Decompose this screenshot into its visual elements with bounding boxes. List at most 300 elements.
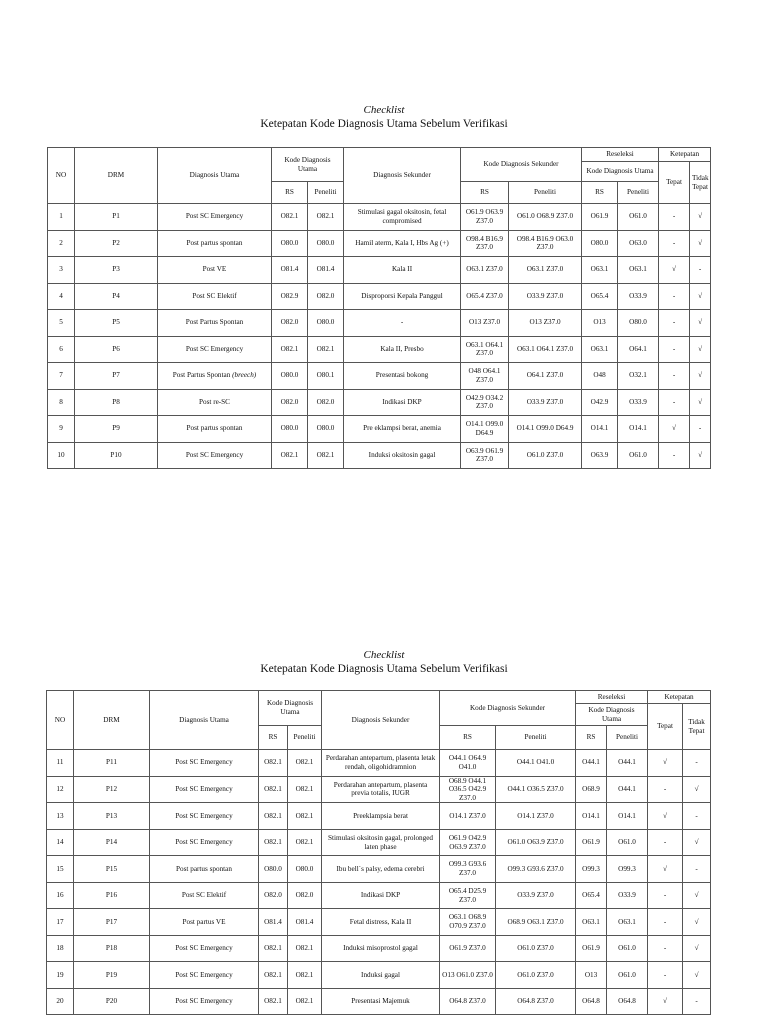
table-row [47, 803, 711, 830]
cell-sek-peneliti: O61.0 Z37.0 [496, 935, 576, 962]
header-rs: RS [259, 726, 288, 750]
cell-sek-peneliti: O68.9 O63.1 Z37.0 [496, 909, 576, 936]
checklist-table-1 [47, 147, 711, 469]
header-diagnosis-utama: Diagnosis Utama [150, 691, 259, 750]
cell-tepat: - [659, 363, 690, 390]
cell-rs: O80.0 [259, 856, 288, 883]
cell-rs: O82.1 [259, 776, 288, 803]
cell-tepat: - [648, 776, 683, 803]
cell-sekunder: Stimulasi oksitosin gagal, prolonged laten phase [322, 829, 440, 856]
cell-sek-rs: O42.9 O34.2 Z37.0 [461, 389, 509, 416]
cell-tepat: - [648, 962, 683, 989]
cell-drm: P10 [75, 442, 158, 469]
cell-diagnosis: Post partus spontan [158, 416, 272, 443]
cell-sekunder: Hamil aterm, Kala I, Hbs Ag (+) [344, 230, 461, 257]
cell-rs: O82.1 [259, 803, 288, 830]
cell-res-rs: O13 [582, 310, 618, 337]
cell-tepat: - [659, 389, 690, 416]
cell-tidak-tepat: √ [690, 336, 711, 363]
cell-drm: P8 [75, 389, 158, 416]
cell-tepat: - [659, 310, 690, 337]
cell-peneliti: O82.1 [288, 988, 322, 1015]
cell-tidak-tepat: √ [690, 230, 711, 257]
cell-rs: O82.9 [272, 283, 308, 310]
cell-rs: O81.4 [259, 909, 288, 936]
cell-rs: O82.1 [272, 442, 308, 469]
cell-sek-peneliti: O33.9 Z37.0 [509, 283, 582, 310]
table-row [48, 204, 711, 231]
cell-no: 14 [47, 829, 74, 856]
cell-res-rs: O99.3 [576, 856, 607, 883]
cell-no: 1 [48, 204, 75, 231]
cell-tidak-tepat: √ [683, 882, 711, 909]
header-res-rs: RS [576, 726, 607, 750]
cell-no: 4 [48, 283, 75, 310]
cell-peneliti: O82.1 [288, 803, 322, 830]
cell-peneliti: O80.1 [308, 363, 344, 390]
header-diagnosis-utama: Diagnosis Utama [158, 148, 272, 204]
cell-no: 5 [48, 310, 75, 337]
cell-tepat: - [659, 336, 690, 363]
cell-sek-peneliti: O13 Z37.0 [509, 310, 582, 337]
cell-peneliti: O80.0 [308, 230, 344, 257]
cell-res-peneliti: O61.0 [618, 204, 659, 231]
checklist-table-2 [46, 690, 711, 1015]
cell-drm: P13 [74, 803, 150, 830]
cell-rs: O82.0 [272, 310, 308, 337]
cell-sekunder: Perdarahan antepartum, plasenta letak rendah, oligohidramnion [322, 750, 440, 777]
header-sek-rs: RS [440, 726, 496, 750]
cell-res-peneliti: O99.3 [607, 856, 648, 883]
cell-sek-rs: O14.1 Z37.0 [440, 803, 496, 830]
cell-res-rs: O42.9 [582, 389, 618, 416]
cell-res-peneliti: O32.1 [618, 363, 659, 390]
cell-peneliti: O82.0 [308, 283, 344, 310]
cell-res-peneliti: O61.0 [618, 442, 659, 469]
cell-diagnosis: Post partus VE [150, 909, 259, 936]
cell-sekunder: Perdarahan antepartum, plasenta previa totalis, IUGR [322, 776, 440, 803]
cell-peneliti: O81.4 [308, 257, 344, 284]
cell-sek-rs: O64.8 Z37.0 [440, 988, 496, 1015]
cell-rs: O81.4 [272, 257, 308, 284]
cell-sek-rs: O68.9 O44.1 O36.5 O42.9 Z37.0 [440, 776, 496, 803]
header-no: NO [47, 691, 74, 750]
cell-sek-peneliti: O61.0 O63.9 Z37.0 [496, 829, 576, 856]
cell-sek-rs: O44.1 O64.9 O41.0 [440, 750, 496, 777]
cell-res-rs: O13 [576, 962, 607, 989]
cell-sek-rs: O61.9 Z37.0 [440, 935, 496, 962]
cell-res-rs: O63.1 [582, 257, 618, 284]
header-reseleksi: Reseleksi [582, 148, 659, 162]
cell-res-peneliti: O63.1 [618, 257, 659, 284]
cell-sek-rs: O65.4 Z37.0 [461, 283, 509, 310]
cell-sek-peneliti: O44.1 O41.0 [496, 750, 576, 777]
section-title: Ketepatan Kode Diagnosis Utama Sebelum Verifikasi [260, 118, 508, 130]
table-row [47, 776, 711, 803]
cell-res-peneliti: O61.0 [607, 962, 648, 989]
cell-sek-peneliti: O61.0 O68.9 Z37.0 [509, 204, 582, 231]
cell-sek-rs: O61.9 O63.9 Z37.0 [461, 204, 509, 231]
cell-drm: P18 [74, 935, 150, 962]
cell-peneliti: O82.1 [308, 442, 344, 469]
header-res-peneliti: Peneliti [618, 182, 659, 204]
cell-res-rs: O61.9 [576, 829, 607, 856]
cell-peneliti: O80.0 [308, 416, 344, 443]
cell-sek-rs: O99.3 G93.6 Z37.0 [440, 856, 496, 883]
cell-res-peneliti: O64.1 [618, 336, 659, 363]
cell-sek-peneliti: O63.1 Z37.0 [509, 257, 582, 284]
cell-sekunder: Indikasi DKP [344, 389, 461, 416]
cell-peneliti: O81.4 [288, 909, 322, 936]
cell-no: 12 [47, 776, 74, 803]
cell-diagnosis: Post SC Emergency [150, 962, 259, 989]
cell-tidak-tepat: √ [683, 909, 711, 936]
cell-rs: O82.0 [272, 389, 308, 416]
cell-sekunder: Pre eklampsi berat, anemia [344, 416, 461, 443]
cell-sekunder: Kala II, Presbo [344, 336, 461, 363]
cell-sekunder: Preeklampsia berat [322, 803, 440, 830]
cell-tepat: - [659, 442, 690, 469]
cell-tepat: - [659, 230, 690, 257]
section-label: Checklist [363, 649, 405, 661]
cell-sekunder: Indikasi DKP [322, 882, 440, 909]
cell-sekunder: Presentasi Majemuk [322, 988, 440, 1015]
cell-sek-peneliti: O64.1 Z37.0 [509, 363, 582, 390]
cell-tepat: √ [659, 416, 690, 443]
cell-diagnosis: Post re-SC [158, 389, 272, 416]
cell-peneliti: O80.0 [288, 856, 322, 883]
cell-tidak-tepat: - [683, 750, 711, 777]
table-row [47, 909, 711, 936]
cell-res-rs: O80.0 [582, 230, 618, 257]
cell-tidak-tepat: √ [683, 829, 711, 856]
cell-tepat: √ [648, 803, 683, 830]
table-row [48, 416, 711, 443]
cell-no: 18 [47, 935, 74, 962]
cell-res-peneliti: O61.0 [607, 829, 648, 856]
cell-no: 8 [48, 389, 75, 416]
cell-tepat: - [648, 829, 683, 856]
cell-peneliti: O82.1 [288, 750, 322, 777]
table-row [48, 442, 711, 469]
cell-no: 6 [48, 336, 75, 363]
cell-res-rs: O65.4 [576, 882, 607, 909]
cell-res-peneliti: O44.1 [607, 776, 648, 803]
header-tepat: Tepat [659, 162, 690, 204]
table-row [48, 336, 711, 363]
cell-no: 11 [47, 750, 74, 777]
cell-sek-rs: O13 Z37.0 [461, 310, 509, 337]
table-row [47, 962, 711, 989]
table-row [48, 363, 711, 390]
cell-rs: O82.1 [259, 935, 288, 962]
cell-drm: P14 [74, 829, 150, 856]
cell-diagnosis [158, 363, 272, 390]
cell-no: 9 [48, 416, 75, 443]
table-row [48, 257, 711, 284]
cell-sek-peneliti: O14.1 Z37.0 [496, 803, 576, 830]
cell-sek-peneliti: O44.1 O36.5 Z37.0 [496, 776, 576, 803]
cell-sek-peneliti: O61.0 Z37.0 [509, 442, 582, 469]
cell-diagnosis-emphasis: (breech) [232, 371, 257, 380]
table-row [47, 856, 711, 883]
cell-rs: O82.1 [259, 962, 288, 989]
cell-peneliti: O82.1 [288, 935, 322, 962]
cell-res-rs: O14.1 [582, 416, 618, 443]
cell-diagnosis: Post partus spontan [150, 856, 259, 883]
cell-sek-peneliti: O98.4 B16.9 O63.0 Z37.0 [509, 230, 582, 257]
cell-tidak-tepat: √ [683, 962, 711, 989]
cell-sekunder: Induksi misoprostol gagal [322, 935, 440, 962]
cell-tepat: - [659, 204, 690, 231]
cell-diagnosis: Post SC Emergency [150, 803, 259, 830]
cell-rs: O82.1 [272, 204, 308, 231]
cell-no: 7 [48, 363, 75, 390]
header-drm: DRM [75, 148, 158, 204]
cell-res-peneliti: O33.9 [618, 283, 659, 310]
cell-res-rs: O44.1 [576, 750, 607, 777]
cell-sek-peneliti: O63.1 O64.1 Z37.0 [509, 336, 582, 363]
table-row [48, 310, 711, 337]
cell-peneliti: O82.1 [308, 204, 344, 231]
checklist-section-2 [0, 645, 768, 1006]
cell-diagnosis: Post SC Emergency [158, 336, 272, 363]
cell-tepat: √ [659, 257, 690, 284]
cell-res-rs: O64.8 [576, 988, 607, 1015]
cell-sek-peneliti: O61.0 Z37.0 [496, 962, 576, 989]
cell-peneliti: O80.0 [308, 310, 344, 337]
cell-tidak-tepat: √ [683, 776, 711, 803]
cell-tidak-tepat: √ [690, 363, 711, 390]
cell-sek-peneliti: O33.9 Z37.0 [496, 882, 576, 909]
header-peneliti: Peneliti [308, 182, 344, 204]
header-drm: DRM [74, 691, 150, 750]
cell-res-peneliti: O61.0 [607, 935, 648, 962]
checklist-section-1 [0, 100, 768, 464]
table-row [47, 882, 711, 909]
cell-peneliti: O82.1 [308, 336, 344, 363]
cell-peneliti: O82.1 [288, 776, 322, 803]
cell-sekunder: Fetal distress, Kala II [322, 909, 440, 936]
cell-tepat: - [648, 882, 683, 909]
cell-res-rs: O65.4 [582, 283, 618, 310]
cell-tepat: √ [648, 988, 683, 1015]
section-label: Checklist [363, 104, 405, 116]
header-kode-diagnosis-utama: Kode Diagnosis Utama [272, 148, 344, 182]
cell-rs: O82.1 [259, 988, 288, 1015]
cell-drm: P16 [74, 882, 150, 909]
cell-sekunder: Stimulasi gagal oksitosin, fetal compromised [344, 204, 461, 231]
cell-sek-rs: O63.9 O61.9 Z37.0 [461, 442, 509, 469]
cell-sek-rs: O63.1 Z37.0 [461, 257, 509, 284]
header-tidak-tepat: Tidak Tepat [683, 704, 711, 750]
cell-res-rs: O14.1 [576, 803, 607, 830]
cell-sek-rs: O14.1 O99.0 D64.9 [461, 416, 509, 443]
cell-sek-rs: O65.4 D25.9 Z37.0 [440, 882, 496, 909]
cell-diagnosis: Post SC Emergency [158, 442, 272, 469]
header-kode-diagnosis-utama: Kode Diagnosis Utama [259, 691, 322, 726]
cell-diagnosis: Post SC Elektif [150, 882, 259, 909]
cell-res-peneliti: O33.9 [618, 389, 659, 416]
cell-sek-rs: O98.4 B16.9 Z37.0 [461, 230, 509, 257]
header-reseleksi-kode: Kode Diagnosis Utama [576, 704, 648, 726]
cell-drm: P11 [74, 750, 150, 777]
cell-sek-peneliti: O14.1 O99.0 D64.9 [509, 416, 582, 443]
cell-res-peneliti: O63.1 [607, 909, 648, 936]
cell-no: 20 [47, 988, 74, 1015]
header-res-rs: RS [582, 182, 618, 204]
table-row [47, 750, 711, 777]
table-row [48, 230, 711, 257]
cell-tidak-tepat: √ [683, 935, 711, 962]
cell-diagnosis: Post partus spontan [158, 230, 272, 257]
cell-drm: P1 [75, 204, 158, 231]
header-tidak-tepat: Tidak Tepat [690, 162, 711, 204]
header-sek-rs: RS [461, 182, 509, 204]
cell-drm: P12 [74, 776, 150, 803]
table-row [48, 283, 711, 310]
cell-tidak-tepat: √ [690, 442, 711, 469]
cell-sekunder: - [344, 310, 461, 337]
cell-no: 19 [47, 962, 74, 989]
cell-sekunder: Presentasi bokong [344, 363, 461, 390]
cell-sekunder: Induksi oksitosin gagal [344, 442, 461, 469]
cell-rs: O82.1 [259, 750, 288, 777]
cell-res-rs: O63.1 [582, 336, 618, 363]
cell-res-peneliti: O63.0 [618, 230, 659, 257]
cell-sek-peneliti: O33.9 Z37.0 [509, 389, 582, 416]
cell-res-rs: O61.9 [582, 204, 618, 231]
cell-drm: P15 [74, 856, 150, 883]
header-sek-peneliti: Peneliti [509, 182, 582, 204]
table-row [47, 829, 711, 856]
cell-rs: O80.0 [272, 416, 308, 443]
cell-sekunder: Kala II [344, 257, 461, 284]
cell-no: 17 [47, 909, 74, 936]
cell-tepat: - [648, 935, 683, 962]
header-diagnosis-sekunder: Diagnosis Sekunder [344, 148, 461, 204]
cell-sek-rs: O63.1 O64.1 Z37.0 [461, 336, 509, 363]
cell-diagnosis: Post SC Emergency [150, 988, 259, 1015]
cell-res-peneliti: O44.1 [607, 750, 648, 777]
cell-peneliti: O82.0 [308, 389, 344, 416]
table-row [47, 935, 711, 962]
table-row [47, 988, 711, 1015]
section-title: Ketepatan Kode Diagnosis Utama Sebelum Verifikasi [260, 663, 508, 675]
cell-drm: P6 [75, 336, 158, 363]
cell-sek-rs: O13 O61.0 Z37.0 [440, 962, 496, 989]
cell-diagnosis: Post Partus Spontan [158, 310, 272, 337]
cell-tepat: - [648, 909, 683, 936]
cell-sek-rs: O61.9 O42.9 O63.9 Z37.0 [440, 829, 496, 856]
cell-rs: O80.0 [272, 230, 308, 257]
cell-peneliti: O82.1 [288, 962, 322, 989]
cell-diagnosis-text: Post Partus Spontan [172, 371, 231, 380]
cell-no: 2 [48, 230, 75, 257]
cell-rs: O82.0 [259, 882, 288, 909]
cell-res-rs: O61.9 [576, 935, 607, 962]
cell-res-peneliti: O64.8 [607, 988, 648, 1015]
header-peneliti: Peneliti [288, 726, 322, 750]
header-ketepatan: Ketepatan [648, 691, 711, 704]
cell-diagnosis: Post SC Emergency [158, 204, 272, 231]
cell-tidak-tepat: - [690, 416, 711, 443]
cell-drm: P4 [75, 283, 158, 310]
cell-rs: O80.0 [272, 363, 308, 390]
cell-res-peneliti: O33.9 [607, 882, 648, 909]
cell-diagnosis: Post SC Emergency [150, 829, 259, 856]
header-reseleksi: Reseleksi [576, 691, 648, 704]
cell-drm: P17 [74, 909, 150, 936]
cell-no: 16 [47, 882, 74, 909]
header-diagnosis-sekunder: Diagnosis Sekunder [322, 691, 440, 750]
cell-tepat: - [659, 283, 690, 310]
header-res-peneliti: Peneliti [607, 726, 648, 750]
header-rs: RS [272, 182, 308, 204]
header-ketepatan: Ketepatan [659, 148, 711, 162]
cell-sek-rs: O63.1 O68.9 O70.9 Z37.0 [440, 909, 496, 936]
cell-no: 10 [48, 442, 75, 469]
header-tepat: Tepat [648, 704, 683, 750]
cell-drm: P5 [75, 310, 158, 337]
cell-sekunder: Induksi gagal [322, 962, 440, 989]
cell-no: 3 [48, 257, 75, 284]
cell-diagnosis: Post SC Emergency [150, 750, 259, 777]
cell-drm: P9 [75, 416, 158, 443]
cell-sek-peneliti: O64.8 Z37.0 [496, 988, 576, 1015]
cell-res-rs: O63.9 [582, 442, 618, 469]
cell-res-rs: O68.9 [576, 776, 607, 803]
header-no: NO [48, 148, 75, 204]
cell-res-peneliti: O80.0 [618, 310, 659, 337]
cell-drm: P3 [75, 257, 158, 284]
cell-tidak-tepat: - [690, 257, 711, 284]
cell-diagnosis: Post SC Elektif [158, 283, 272, 310]
header-reseleksi-kode: Kode Diagnosis Utama [582, 162, 659, 182]
cell-res-rs: O48 [582, 363, 618, 390]
cell-res-peneliti: O14.1 [618, 416, 659, 443]
cell-rs: O82.1 [272, 336, 308, 363]
header-kode-diagnosis-sekunder: Kode Diagnosis Sekunder [440, 691, 576, 726]
cell-peneliti: O82.0 [288, 882, 322, 909]
cell-tidak-tepat: √ [690, 283, 711, 310]
cell-sek-rs: O48 O64.1 Z37.0 [461, 363, 509, 390]
cell-tidak-tepat: √ [690, 310, 711, 337]
cell-sekunder: Ibu bell`s palsy, edema cerebri [322, 856, 440, 883]
cell-tidak-tepat: √ [690, 204, 711, 231]
cell-diagnosis: Post SC Emergency [150, 935, 259, 962]
table-row [48, 389, 711, 416]
header-sek-peneliti: Peneliti [496, 726, 576, 750]
cell-sek-peneliti: O99.3 G93.6 Z37.0 [496, 856, 576, 883]
cell-rs: O82.1 [259, 829, 288, 856]
cell-tepat: √ [648, 856, 683, 883]
cell-sekunder: Disproporsi Kepala Panggul [344, 283, 461, 310]
cell-res-rs: O63.1 [576, 909, 607, 936]
cell-tidak-tepat: - [683, 856, 711, 883]
cell-drm: P19 [74, 962, 150, 989]
cell-no: 15 [47, 856, 74, 883]
header-kode-diagnosis-sekunder: Kode Diagnosis Sekunder [461, 148, 582, 182]
cell-diagnosis: Post SC Emergency [150, 776, 259, 803]
cell-res-peneliti: O14.1 [607, 803, 648, 830]
cell-tidak-tepat: √ [690, 389, 711, 416]
cell-tidak-tepat: - [683, 803, 711, 830]
cell-peneliti: O82.1 [288, 829, 322, 856]
cell-no: 13 [47, 803, 74, 830]
cell-drm: P2 [75, 230, 158, 257]
cell-tepat: √ [648, 750, 683, 777]
